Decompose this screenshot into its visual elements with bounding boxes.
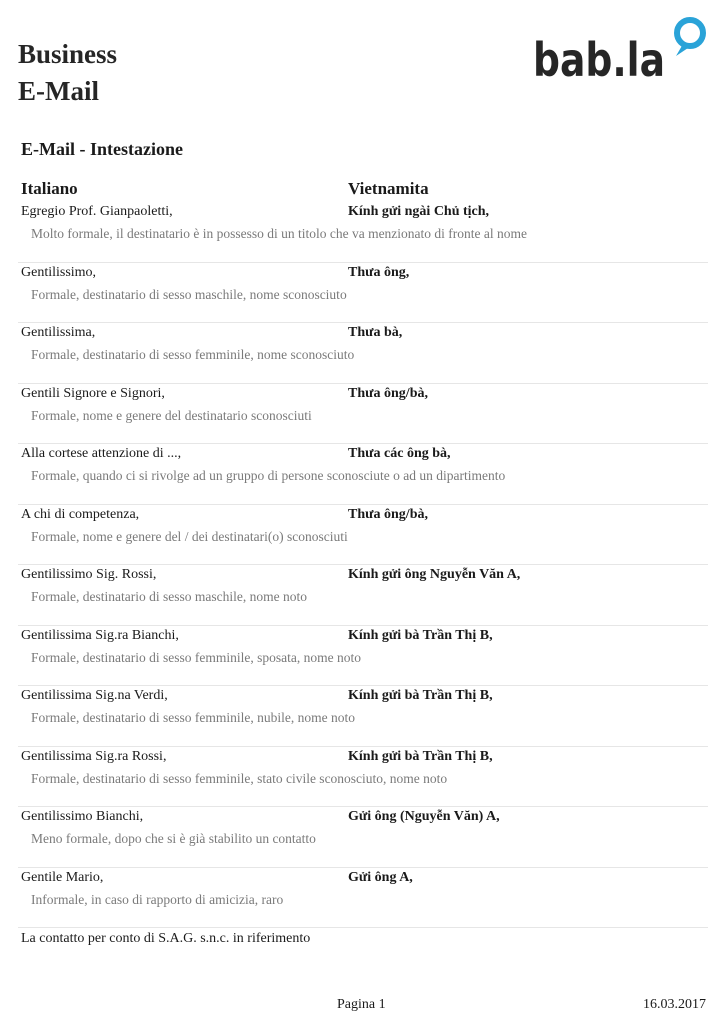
phrase-note: Formale, nome e genere del destinatario sconosciuti <box>31 407 312 423</box>
phrase-entry <box>0 747 725 808</box>
phrase-translation: Kính gửi ngài Chủ tịch, <box>348 204 490 219</box>
phrase-source: Gentilissima, <box>21 325 96 340</box>
phrase-entry <box>0 323 725 384</box>
phrase-translation: Gửi ông A, <box>348 869 413 885</box>
phrase-source: Egregio Prof. Gianpaoletti, <box>21 204 173 219</box>
phrase-source: A chi di competenza, <box>21 506 140 522</box>
phrase-translation: Thưa ông, <box>348 264 410 280</box>
column-header-italiano: Italiano <box>21 179 78 198</box>
phrase-translation: Gửi ông (Nguyễn Văn) A, <box>348 809 500 824</box>
phrase-entry <box>0 565 725 626</box>
phrase-entry <box>0 686 725 747</box>
phrase-source: Gentilissima Sig.ra Rossi, <box>21 748 167 764</box>
column-header-vietnamita: Vietnamita <box>348 179 429 198</box>
phrase-translation: Kính gửi bà Trần Thị B, <box>348 688 493 703</box>
phrase-translation: Thưa ông/bà, <box>348 385 428 401</box>
phrase-translation: Kính gửi bà Trần Thị B, <box>348 627 493 643</box>
phrase-source: Gentilissimo, <box>21 264 97 280</box>
phrase-source: Gentilissima Sig.na Verdi, <box>21 688 168 703</box>
phrase-note: Formale, destinatario di sesso femminile, nubile, nome noto <box>31 710 355 725</box>
phrase-note: Formale, nome e genere del / dei destinatari(o) sconosciuti <box>31 528 348 544</box>
phrase-translation: Kính gửi ông Nguyễn Văn A, <box>348 567 521 582</box>
phrase-note: Formale, destinatario di sesso femminile, stato civile sconosciuto, nome noto <box>31 770 448 786</box>
phrase-note: Informale, in caso di rapporto di amicizia, raro <box>31 891 284 907</box>
trailing-phrase: La contatto per conto di S.A.G. s.n.c. in riferimento <box>21 931 311 946</box>
document-title-line1: Business <box>18 39 118 69</box>
phrase-note: Formale, destinatario di sesso femminile, nome sconosciuto <box>31 347 355 362</box>
phrase-source: Gentilissimo Bianchi, <box>21 809 144 824</box>
phrase-note: Formale, quando ci si rivolge ad un gruppo di persone sconosciute o ad un dipartimento <box>31 468 506 483</box>
phrase-entry <box>0 202 725 263</box>
phrase-note: Molto formale, il destinatario è in possesso di un titolo che va menzionato di fronte al nome <box>31 226 528 241</box>
phrase-entry <box>0 384 725 445</box>
section-title: E-Mail - Intestazione <box>21 139 183 159</box>
speech-bubble-icon <box>676 20 703 56</box>
phrase-entry <box>0 868 725 929</box>
phrase-source: Gentilissimo Sig. Rossi, <box>21 567 157 582</box>
babla-logo <box>533 16 713 82</box>
phrase-translation: Thưa bà, <box>348 325 403 340</box>
phrase-translation: Thưa các ông bà, <box>348 446 451 461</box>
phrase-note: Formale, destinatario di sesso femminile, sposata, nome noto <box>31 649 361 665</box>
divider <box>18 927 708 928</box>
document-title <box>18 36 117 110</box>
phrase-entry <box>0 505 725 566</box>
phrase-entry <box>0 807 725 868</box>
phrase-source: Gentilissima Sig.ra Bianchi, <box>21 627 179 643</box>
logo-text: bab.la <box>533 33 665 82</box>
phrase-note: Meno formale, dopo che si è già stabilito un contatto <box>31 831 316 846</box>
document-date: 16.03.2017 <box>643 997 706 1012</box>
column-headers <box>21 179 711 201</box>
page-number: Pagina 1 <box>337 997 386 1012</box>
phrase-source: Gentili Signore e Signori, <box>21 385 165 401</box>
phrase-entry <box>0 626 725 687</box>
phrase-note: Formale, destinatario di sesso maschile, nome sconosciuto <box>31 286 347 302</box>
phrase-translation: Thưa ông/bà, <box>348 506 428 522</box>
phrase-entry <box>0 263 725 324</box>
phrase-source: Gentile Mario, <box>21 869 104 885</box>
document-title-line2: E-Mail <box>18 76 99 106</box>
phrase-list <box>0 202 725 928</box>
phrase-entry <box>0 444 725 505</box>
phrase-source: Alla cortese attenzione di ..., <box>21 446 182 461</box>
phrase-translation: Kính gửi bà Trần Thị B, <box>348 748 493 764</box>
phrase-note: Formale, destinatario di sesso maschile, nome noto <box>31 589 307 604</box>
